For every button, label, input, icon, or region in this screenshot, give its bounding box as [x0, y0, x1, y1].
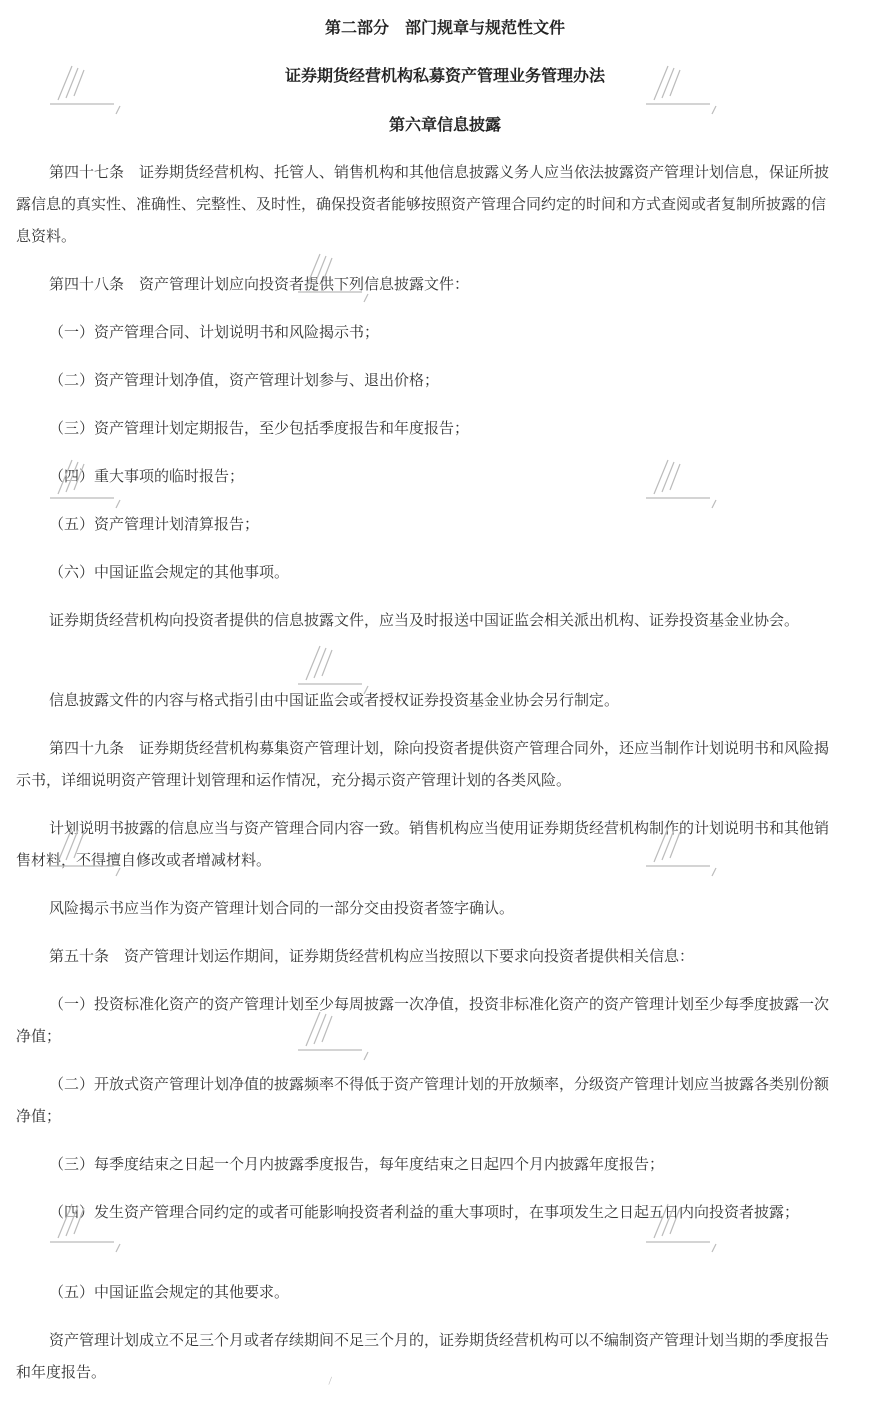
article-50-item-4: （四）发生资产管理合同约定的或者可能影响投资者利益的重大事项时，在事项发生之日起五日内向投资者披露； [49, 1203, 800, 1221]
risk-disclosure-paragraph: 风险揭示书应当作为资产管理计划合同的一部分交由投资者签字确认。 [49, 899, 515, 917]
article-50-item-5: （五）中国证监会规定的其他要求。 [49, 1283, 290, 1301]
article-48-item-1: （一）资产管理合同、计划说明书和风险揭示书； [49, 323, 380, 341]
report-filing-paragraph: 证券期货经营机构向投资者提供的信息披露文件，应当及时报送中国证监会相关派出机构、证券投资基金业协会。 [49, 611, 800, 629]
article-49: 第四十九条 证券期货经营机构募集资产管理计划，除向投资者提供资产管理合同外，还应当制作计划说明书和风险揭示书，详细说明资产管理计划管理和运作情况，充分揭示资产管理计划的各类风险。 [16, 739, 830, 789]
format-guidance-paragraph: 信息披露文件的内容与格式指引由中国证监会或者授权证券投资基金业协会另行制定。 [49, 691, 620, 709]
short-duration-paragraph: 资产管理计划成立不足三个月或者存续期间不足三个月的，证券期货经营机构可以不编制资产管理计划当期的季度报告和年度报告。 [16, 1331, 830, 1381]
plan-prospectus-paragraph: 计划说明书披露的信息应当与资产管理合同内容一致。销售机构应当使用证券期货经营机构制作的计划说明书和其他销售材料，不得擅自修改或者增减材料。 [16, 819, 830, 869]
chapter-title: 第六章信息披露 [388, 115, 501, 134]
article-48-item-3: （三）资产管理计划定期报告，至少包括季度报告和年度报告； [49, 419, 470, 437]
article-48-item-6: （六）中国证监会规定的其他事项。 [49, 563, 290, 581]
article-50-item-2: （二）开放式资产管理计划净值的披露频率不得低于资产管理计划的开放频率，分级资产管理计划应当披露各类别份额净值； [16, 1075, 830, 1125]
doc-title: 证券期货经营机构私募资产管理业务管理办法 [284, 66, 605, 85]
article-48-item-4: （四）重大事项的临时报告； [49, 467, 245, 485]
article-48-item-2: （二）资产管理计划净值，资产管理计划参与、退出价格； [49, 371, 440, 389]
article-47: 第四十七条 证券期货经营机构、托管人、销售机构和其他信息披露义务人应当依法披露资产管理计划信息，保证所披露信息的真实性、准确性、完整性、及时性，确保投资者能够按照资产管理合同约定的时间和方式查阅或者复制所披露的信息资料。 [16, 163, 830, 245]
part-title: 第二部分 部门规章与规范性文件 [324, 18, 565, 37]
article-50-item-1: （一）投资标准化资产的资产管理计划至少每周披露一次净值，投资非标准化资产的资产管理计划至少每季度披露一次净值； [16, 995, 830, 1045]
article-50-item-3: （三）每季度结束之日起一个月内披露季度报告，每年度结束之日起四个月内披露年度报告； [49, 1155, 665, 1173]
article-50: 第五十条 资产管理计划运作期间，证券期货经营机构应当按照以下要求向投资者提供相关信息： [49, 947, 695, 965]
article-48-item-5: （五）资产管理计划清算报告； [49, 515, 260, 533]
article-48: 第四十八条 资产管理计划应向投资者提供下列信息披露文件： [49, 275, 470, 293]
